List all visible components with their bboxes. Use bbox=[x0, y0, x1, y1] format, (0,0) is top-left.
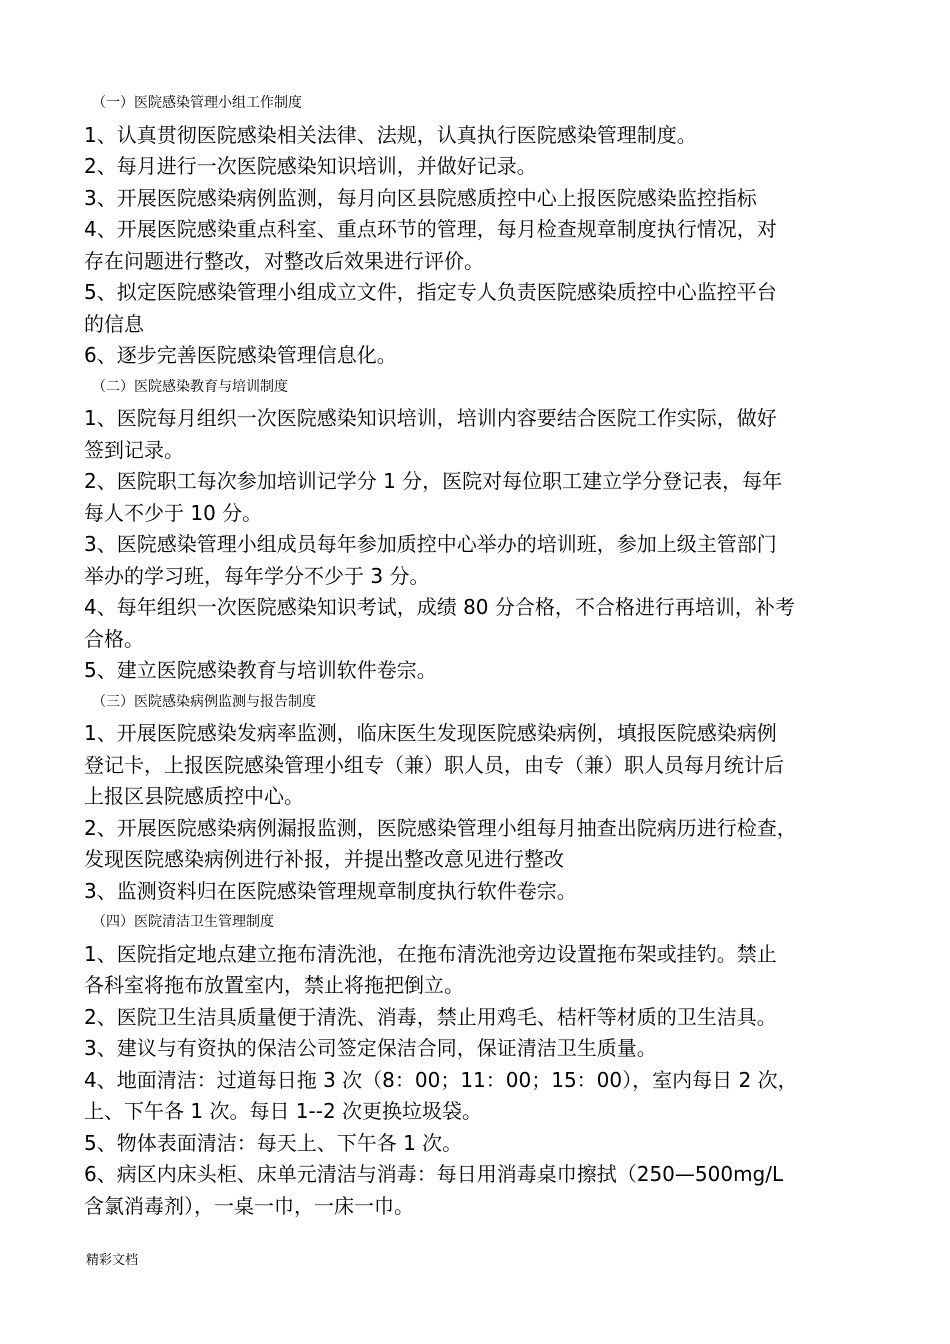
paragraph-line: 4、每年组织一次医院感染知识考试，成绩 80 分合格，不合格进行再培训，补考 bbox=[84, 595, 795, 619]
paragraph-line: 2、医院卫生洁具质量便于清洗、消毒，禁止用鸡毛、桔杆等材质的卫生洁具。 bbox=[84, 1004, 777, 1029]
paragraph-line: 上、下午各 1 次。每日 1--2 次更换垃圾袋。 bbox=[84, 1099, 483, 1123]
paragraph-line: 各科室将拖布放置室内，禁止将拖把倒立。 bbox=[84, 973, 464, 997]
paragraph-line: 上报区县院感质控中心。 bbox=[84, 784, 304, 808]
paragraph-line: 3、开展医院感染病例监测，每月向区县院感质控中心上报医院感染监控指标 bbox=[84, 185, 757, 210]
paragraph-line: 1、医院每月组织一次医院感染知识培训，培训内容要结合医院工作实际，做好 bbox=[84, 406, 777, 430]
paragraph-line: 3、建议与有资执的保洁公司签定保洁合同，保证清洁卫生质量。 bbox=[84, 1036, 657, 1060]
section-heading: （一）医院感染管理小组工作制度 bbox=[92, 95, 302, 111]
paragraph-line: 4、开展医院感染重点科室、重点环节的管理，每月检查规章制度执行情况，对 bbox=[84, 217, 777, 241]
paragraph-line: 1、开展医院感染发病率监测，临床医生发现医院感染病例，填报医院感染病例 bbox=[84, 721, 777, 745]
section-heading: （二）医院感染教育与培训制度 bbox=[92, 378, 288, 395]
document-body bbox=[84, 88, 874, 1222]
paragraph-line: 举办的学习班，每年学分不少于 3 分。 bbox=[84, 563, 430, 588]
paragraph-line: 含氯消毒剂），一桌一巾，一床一巾。 bbox=[84, 1193, 414, 1218]
section-heading: （四）医院清洁卫生管理制度 bbox=[92, 914, 274, 930]
paragraph-line: 3、医院感染管理小组成员每年参加质控中心举办的培训班，参加上级主管部门 bbox=[84, 532, 777, 556]
paragraph-line: 的信息 bbox=[84, 311, 144, 336]
paragraph-line: 存在问题进行整改，对整改后效果进行评价。 bbox=[84, 248, 484, 273]
paragraph-line: 3、监测资料归在医院感染管理规章制度执行软件卷宗。 bbox=[84, 878, 577, 903]
paragraph-line: 2、每月进行一次医院感染知识培训，并做好记录。 bbox=[84, 154, 537, 178]
paragraph-line: 登记卡，上报医院感染管理小组专（兼）职人员，由专（兼）职人员每月统计后 bbox=[84, 752, 784, 777]
paragraph-line: 合格。 bbox=[84, 626, 144, 651]
paragraph-line: 签到记录。 bbox=[84, 437, 184, 462]
paragraph-line: 5、物体表面清洁：每天上、下午各 1 次。 bbox=[84, 1130, 463, 1155]
paragraph-line: 1、医院指定地点建立拖布清洗池，在拖布清洗池旁边设置拖布架或挂钓。禁止 bbox=[84, 941, 777, 966]
paragraph-line: 1、认真贯彻医院感染相关法律、法规，认真执行医院感染管理制度。 bbox=[84, 122, 697, 147]
paragraph-line: 2、医院职工每次参加培训记学分 1 分，医院对每位职工建立学分登记表，每年 bbox=[84, 469, 783, 493]
paragraph-line: 发现医院感染病例进行补报，并提出整改意见进行整改 bbox=[84, 847, 564, 871]
paragraph-line: 5、建立医院感染教育与培训软件卷宗。 bbox=[84, 658, 437, 682]
section-heading: （三）医院感染病例监测与报告制度 bbox=[92, 693, 316, 710]
paragraph-line: 6、病区内床头柜、床单元清洁与消毒：每日用消毒桌巾擦拭（250—500mg/L bbox=[84, 1162, 784, 1186]
paragraph-line: 2、开展医院感染病例漏报监测，医院感染管理小组每月抽查出院病历进行检查， bbox=[84, 815, 797, 840]
paragraph-line: 每人不少于 10 分。 bbox=[84, 500, 263, 525]
paragraph-line: 5、拟定医院感染管理小组成立文件，指定专人负责医院感染质控中心监控平台 bbox=[84, 280, 777, 304]
paragraph-line: 6、逐步完善医院感染管理信息化。 bbox=[84, 343, 397, 367]
paragraph-line: 4、地面清洁：过道每日拖 3 次（8：00；11：00；15：00），室内每日 2 次， bbox=[84, 1067, 798, 1092]
page-footer: 精彩文档 bbox=[86, 1253, 139, 1268]
